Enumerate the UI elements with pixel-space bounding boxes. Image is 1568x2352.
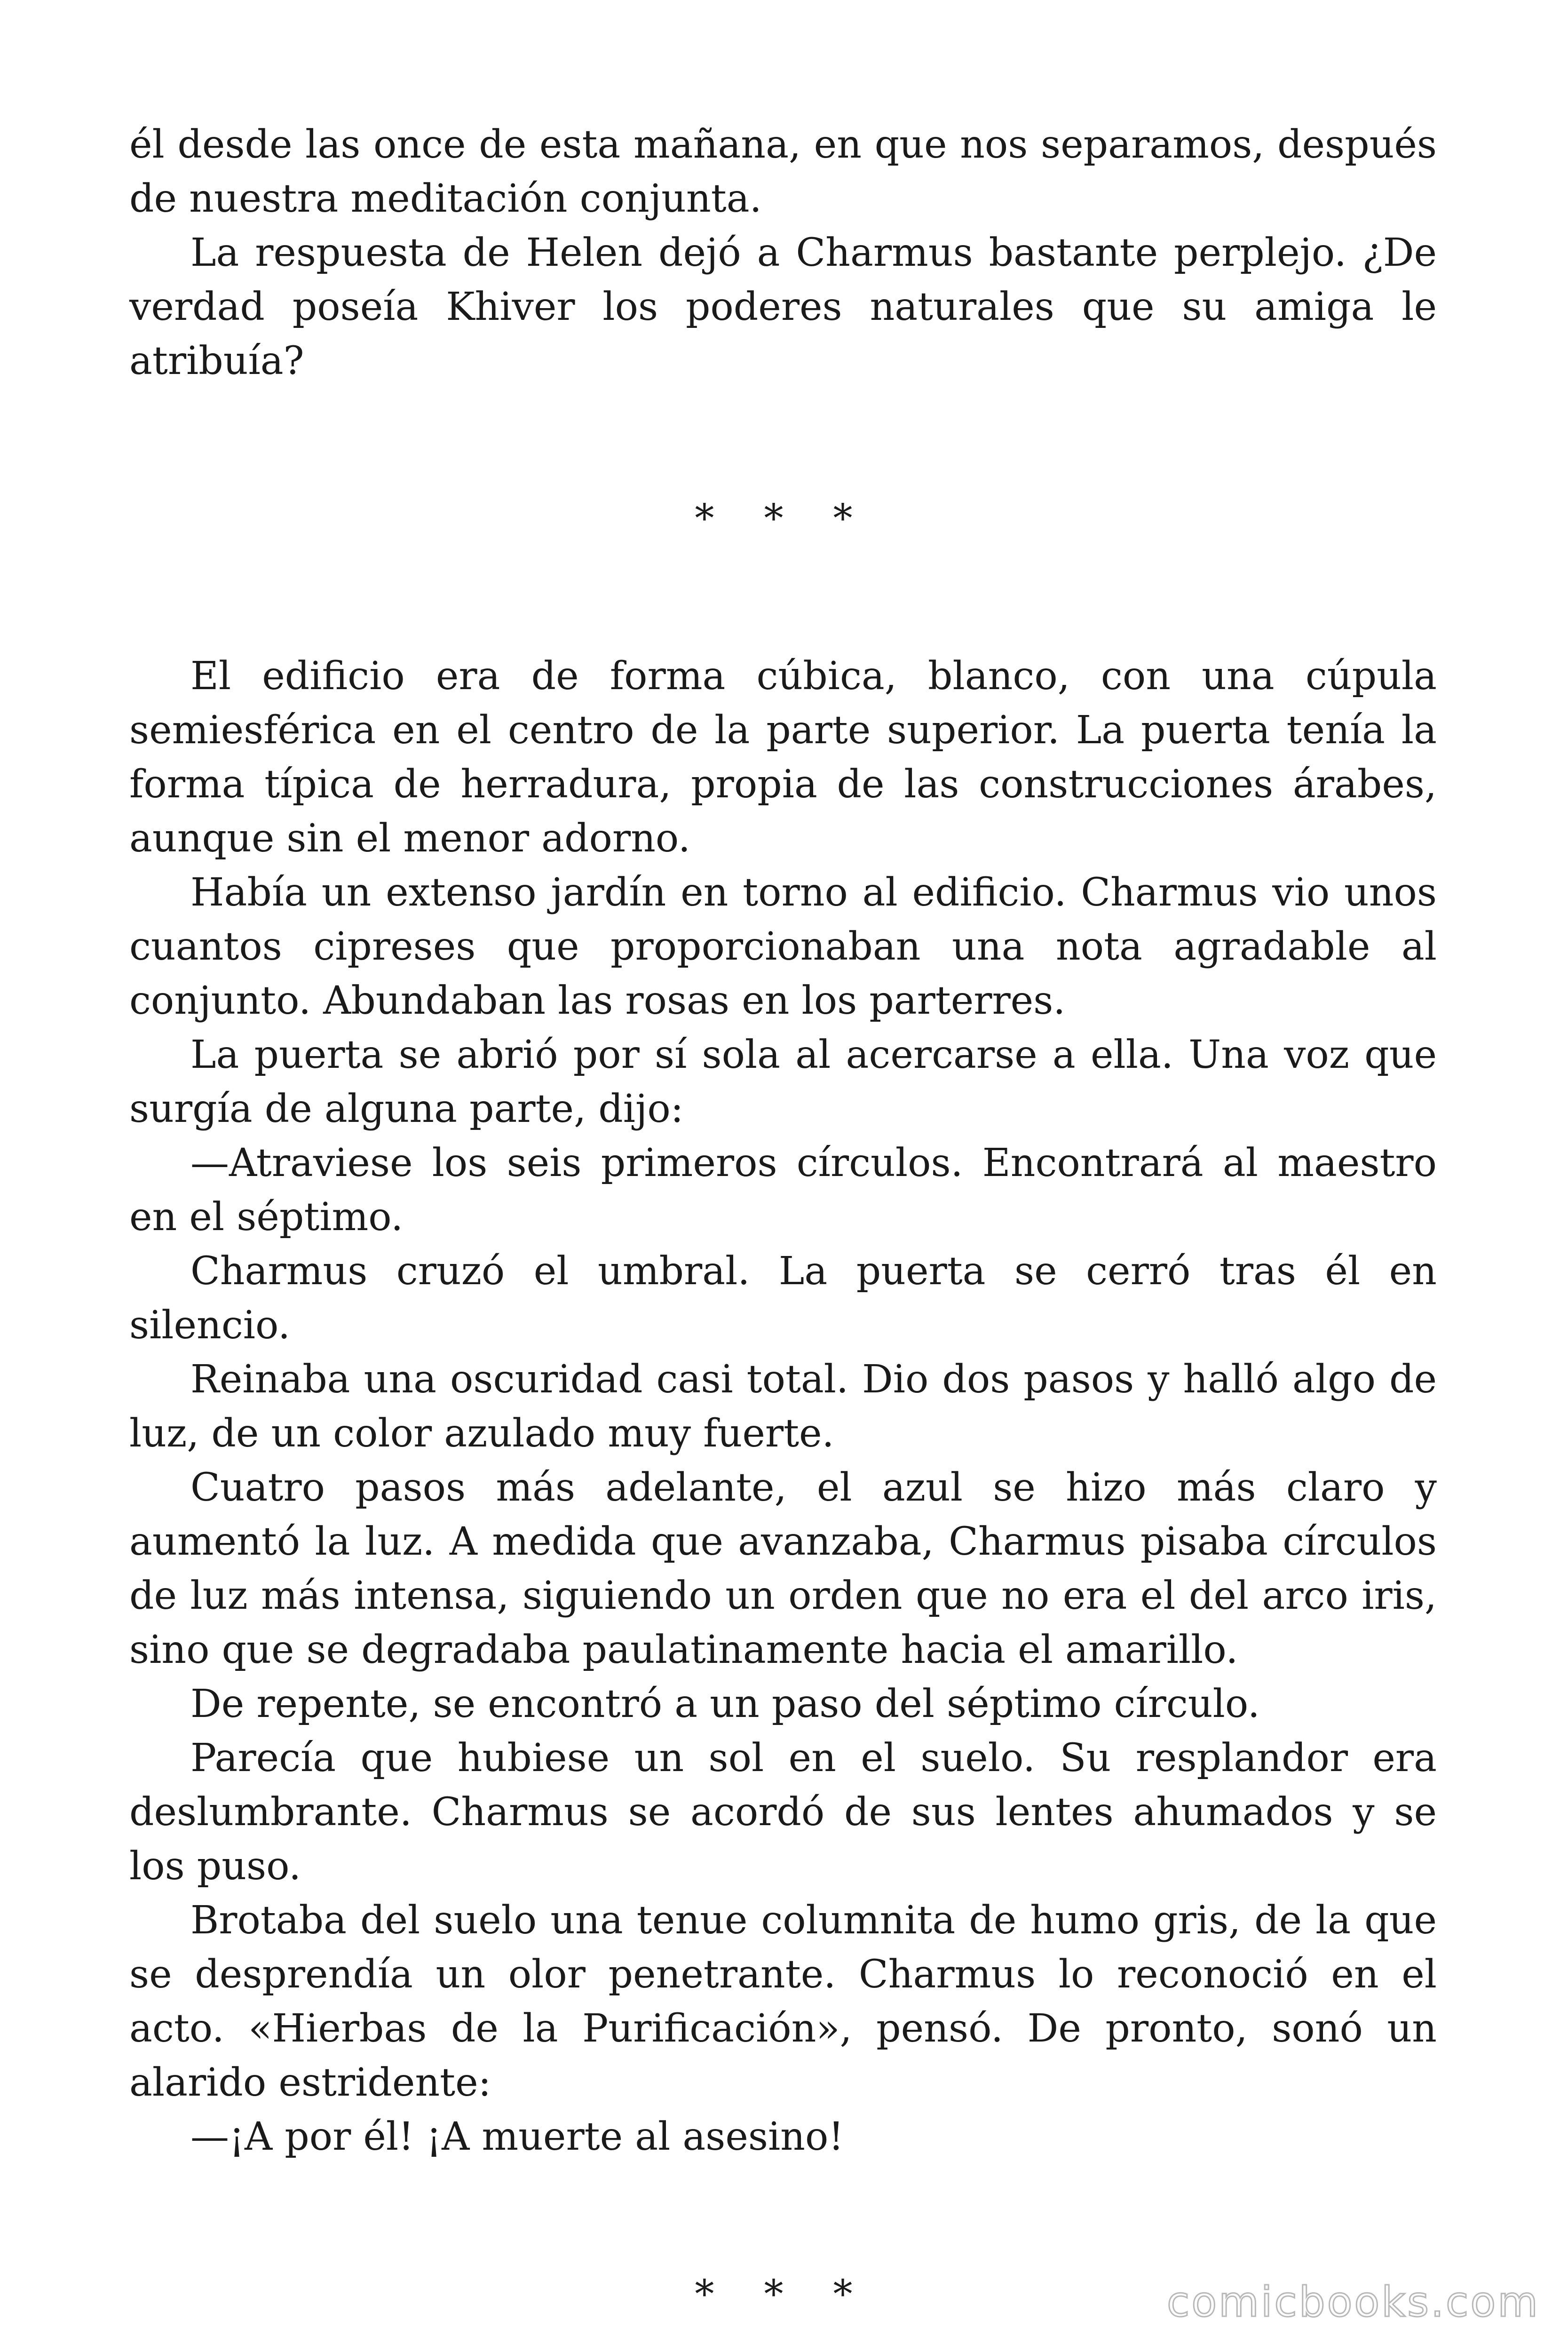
section-separator: * * *	[695, 496, 871, 541]
watermark-logo: comicbooks.com	[1166, 2278, 1540, 2326]
paragraph: De repente, se encontró a un paso del séptimo círculo.	[190, 1682, 1260, 1726]
paragraph: él desde las once de esta mañana, en que nos separamos, después de nuestra meditación conjunta.	[129, 122, 1437, 221]
paragraph: La puerta se abrió por sí sola al acercarse a ella. Una voz que surgía de alguna parte, dijo:	[129, 1033, 1437, 1131]
paragraph: Reinaba una oscuridad casi total. Dio dos pasos y halló algo de luz, de un color azulado muy fuerte.	[129, 1357, 1437, 1456]
paragraph: La respuesta de Helen dejó a Charmus bastante perplejo. ¿De verdad poseía Khiver los poderes naturales que su amiga le atribuía?	[129, 230, 1437, 383]
dialogue-paragraph: —¡A por él! ¡A muerte al asesino!	[190, 2114, 844, 2159]
paragraph: Había un extenso jardín en torno al edificio. Charmus vio unos cuantos cipreses que proporcionaban una nota agradable al conjunto. Abundaban las rosas en los parterres.	[129, 870, 1437, 1023]
paragraph: El edificio era de forma cúbica, blanco, con una cúpula semiesférica en el centro de la parte superior. La puerta tenía la forma típica de herradura, propia de las construcciones árabes, aunque sin el menor adorno.	[129, 654, 1437, 861]
paragraph: Brotaba del suelo una tenue columnita de humo gris, de la que se desprendía un olor penetrante. Charmus lo reconoció en el acto. «Hierbas de la Purificación», pensó. De pronto, sonó un alarido estridente:	[129, 1898, 1437, 2105]
paragraph: Parecía que hubiese un sol en el suelo. Su resplandor era deslumbrante. Charmus se acordó de sus lentes ahumados y se los puso.	[129, 1736, 1437, 1889]
paragraph: Cuatro pasos más adelante, el azul se hizo más claro y aumentó la luz. A medida que avanzaba, Charmus pisaba círculos de luz más intensa, siguiendo un orden que no era el del arco iris, sino que se degradaba paulatinamente hacia el amarillo.	[129, 1465, 1437, 1672]
section-separator: * * *	[695, 2272, 871, 2317]
paragraph: Charmus cruzó el umbral. La puerta se cerró tras él en silencio.	[129, 1249, 1437, 1348]
book-page	[129, 118, 1437, 2321]
dialogue-paragraph: —Atraviese los seis primeros círculos. Encontrará al maestro en el séptimo.	[129, 1141, 1437, 1240]
